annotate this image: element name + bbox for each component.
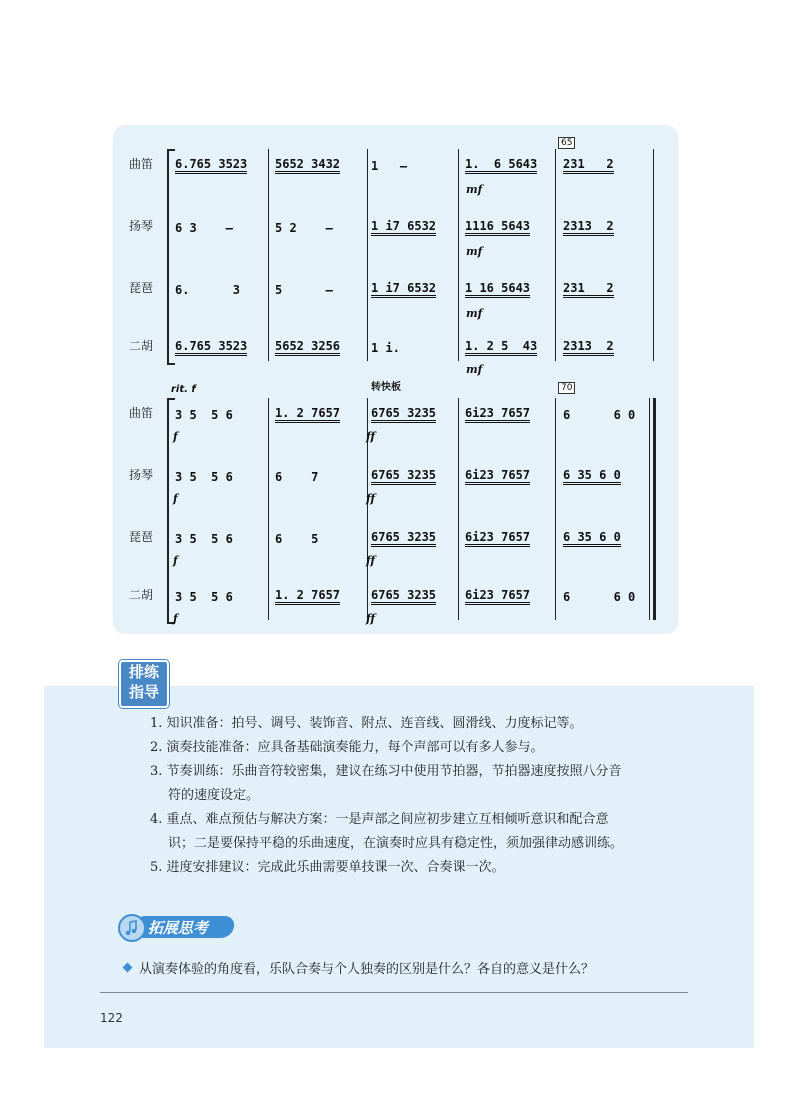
bullet-diamond-icon xyxy=(123,963,133,973)
measure: 6 35 6 0 xyxy=(563,469,621,485)
badge-line: 指导 xyxy=(128,683,159,701)
measure: 6. 3 xyxy=(175,283,241,297)
rehearsal-guide-badge xyxy=(119,660,169,708)
dynamic-mark: mf xyxy=(466,307,483,320)
measure: 3 5 5 6 xyxy=(175,532,233,546)
guidance-item: 1. 知识准备：拍号、调号、装饰音、附点、连音线、圆滑线、力度标记等。 xyxy=(150,716,583,731)
measure: 1 i7 6532 xyxy=(371,282,436,298)
dynamic-mark: ff xyxy=(366,430,376,443)
measure: 3 5 5 6 xyxy=(175,470,233,484)
measure: 6765 3235 xyxy=(371,469,436,485)
measure: 6765 3235 xyxy=(371,589,436,605)
measure: 6i23 7657 xyxy=(465,469,530,485)
rehearsal-mark: 70 xyxy=(558,382,575,394)
measure: 2313 2 xyxy=(563,220,614,236)
measure: 1116 5643 xyxy=(465,220,530,236)
heading-text: 拓展思考 xyxy=(147,919,208,937)
measure: 6 3 – xyxy=(175,221,233,235)
measure: 6 7 xyxy=(275,470,319,484)
dynamic-mark: f xyxy=(173,492,178,505)
dynamic-mark: f xyxy=(173,554,178,567)
measure: 6765 3235 xyxy=(371,407,436,423)
score-row xyxy=(173,333,678,363)
score-row xyxy=(173,400,678,430)
score-row xyxy=(173,462,678,492)
dynamic-mark: f xyxy=(173,430,178,443)
guidance-item: 4. 重点、难点预估与解决方案：一是声部之间应初步建立互相倾听意识和配合意 xyxy=(150,812,609,827)
measure: 5652 3432 xyxy=(275,158,340,174)
question-text: 从演奏体验的角度看，乐队合奏与个人独奏的区别是什么？各自的意义是什么？ xyxy=(139,962,595,977)
score-system-2 xyxy=(113,380,678,630)
part-label: 扬琴 xyxy=(129,468,154,482)
measure: 1. 6 5643 xyxy=(465,158,537,174)
guidance-item-continuation: 符的速度设定。 xyxy=(168,788,260,803)
badge-line: 排练 xyxy=(128,663,159,681)
part-label: 二胡 xyxy=(129,339,154,353)
part-label: 琵琶 xyxy=(129,281,154,295)
guidance-item-continuation: 识；二是要保持平稳的乐曲速度，在演奏时应具有稳定性，须加强律动感训练。 xyxy=(168,836,624,851)
measure: 1 i7 6532 xyxy=(371,220,436,236)
measure: 6 35 6 0 xyxy=(563,531,621,547)
part-label: 曲笛 xyxy=(129,157,154,171)
measure: 1. 2 7657 xyxy=(275,589,340,605)
measure: 6i23 7657 xyxy=(465,531,530,547)
measure: 6 6 0 xyxy=(563,590,636,604)
part-label: 扬琴 xyxy=(129,219,154,233)
measure: 231 2 xyxy=(563,158,614,174)
page-number: 122 xyxy=(100,1011,123,1025)
extended-thinking-heading xyxy=(114,912,236,942)
score-row xyxy=(173,213,678,243)
measure: 1 i. xyxy=(371,341,400,355)
score-row xyxy=(173,151,678,181)
measure: 1. 2 7657 xyxy=(275,407,340,423)
tempo-change-label: 转快板 xyxy=(371,382,401,393)
guidance-item: 3. 节奏训练：乐曲音符较密集，建议在练习中使用节拍器，节拍器速度按照八分音 xyxy=(150,764,622,779)
measure: 2313 2 xyxy=(563,340,614,356)
measure: 5 2 – xyxy=(275,221,333,235)
part-label: 曲笛 xyxy=(129,406,154,420)
dynamic-mark: ff xyxy=(366,492,376,505)
dynamic-mark: f xyxy=(173,612,178,625)
guidance-item: 2. 演奏技能准备：应具备基础演奏能力，每个声部可以有多人参与。 xyxy=(150,740,544,755)
tempo-mark: rit. f xyxy=(171,384,196,395)
measure: 5 – xyxy=(275,283,333,297)
dynamic-mark: mf xyxy=(466,245,483,258)
score-panel xyxy=(113,125,678,633)
score-row xyxy=(173,524,678,554)
measure: 6i23 7657 xyxy=(465,407,530,423)
measure: 6.765 3523 xyxy=(175,340,247,356)
measure: 6 5 xyxy=(275,532,319,546)
part-label: 二胡 xyxy=(129,588,154,602)
music-note-icon xyxy=(118,914,146,942)
measure: 3 5 5 6 xyxy=(175,408,233,422)
measure: 6i23 7657 xyxy=(465,589,530,605)
measure: 1. 2 5 43 xyxy=(465,340,537,356)
score-row xyxy=(173,582,678,612)
score-row xyxy=(173,275,678,305)
dynamic-mark: ff xyxy=(366,612,376,625)
measure: 6.765 3523 xyxy=(175,158,247,174)
dynamic-mark: mf xyxy=(466,363,483,376)
guidance-item: 5. 进度安排建议：完成此乐曲需要单技课一次、合奏课一次。 xyxy=(150,860,505,875)
footer-rule xyxy=(100,992,688,993)
measure: 1 16 5643 xyxy=(465,282,530,298)
measure: 5652 3256 xyxy=(275,340,340,356)
guidance-list xyxy=(150,712,690,880)
thinking-question xyxy=(124,958,594,977)
measure: 1 – xyxy=(371,159,408,173)
dynamic-mark: ff xyxy=(366,554,376,567)
dynamic-mark: mf xyxy=(466,183,483,196)
part-label: 琵琶 xyxy=(129,530,154,544)
score-system-1 xyxy=(113,135,678,376)
measure: 3 5 5 6 xyxy=(175,590,233,604)
measure: 6 6 0 xyxy=(563,408,636,422)
measure: 231 2 xyxy=(563,282,614,298)
rehearsal-mark: 65 xyxy=(558,137,575,149)
measure: 6765 3235 xyxy=(371,531,436,547)
